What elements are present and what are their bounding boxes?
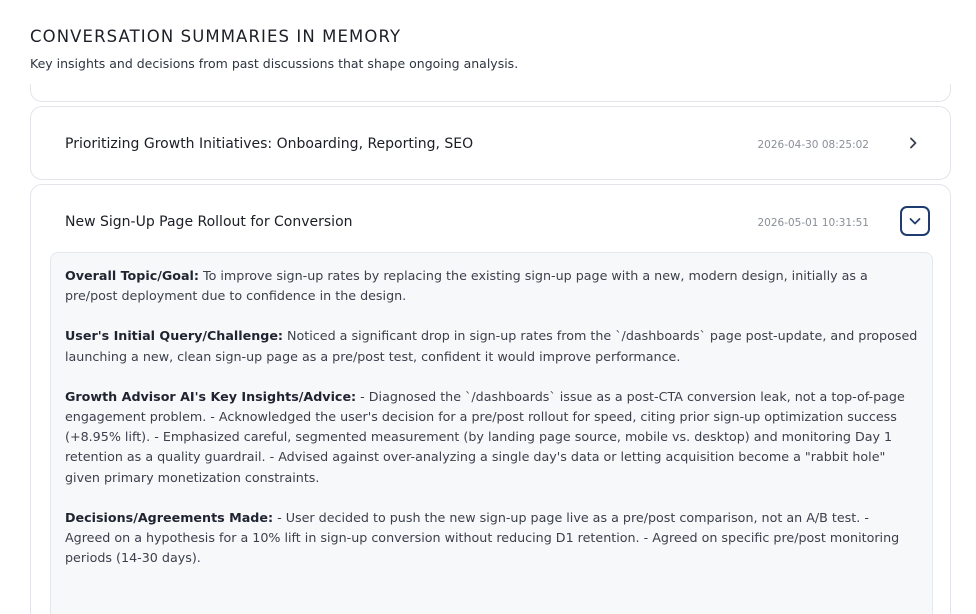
summary-paragraph xyxy=(65,266,918,306)
summary-content xyxy=(50,252,933,614)
summary-text: - User decided to push the new sign-up page live as a pre/post comparison, not an A/B test. - Agreed on a hypothesis for a 10% lift in sign-up conversion without reducing D1 retention. - Agreed on specific pre/post monitoring periods (14-30 days). xyxy=(65,509,900,566)
summary-card-title: Prioritizing Growth Initiatives: Onboarding, Reporting, SEO xyxy=(65,136,474,152)
summary-text: - Diagnosed the `/dashboards` issue as a post-CTA conversion leak, not a top-of-page engagement problem. - Acknowledged the user's decision for a pre/post rollout for speed, citing prior sign-up optimization success (+8.95% lift). - Emphasized careful, segmented measurement (by landing page source, mobile vs. desktop) and monitoring Day 1 retention as a quality guardrail. - Advised against over-analyzing a single day's data or letting acquisition become a "rabbit hole" given primary monetization constraints. xyxy=(65,388,905,485)
summary-paragraph xyxy=(65,326,918,366)
summary-card-partial[interactable] xyxy=(30,84,951,102)
summary-text: Noticed a significant drop in sign-up rates from the `/dashboards` page post-update, and proposed launching a new, clean sign-up page as a pre/post test, confident it would improve performance. xyxy=(65,328,918,364)
summary-text: To improve sign-up rates by replacing the existing sign-up page with a new, modern design, initially as a pre/post deployment due to confidence in the design. xyxy=(65,268,868,304)
chevron-right-icon[interactable] xyxy=(898,128,928,158)
summary-card-date: 2026-05-01 10:31:51 xyxy=(757,217,869,229)
header xyxy=(30,26,950,72)
summary-card[interactable] xyxy=(30,106,951,180)
summary-label: User's Initial Query/Challenge: xyxy=(65,328,283,344)
summary-label: Overall Topic/Goal: xyxy=(65,268,199,283)
page-title: CONVERSATION SUMMARIES IN MEMORY xyxy=(30,27,402,46)
chevron-down-icon[interactable] xyxy=(900,206,930,236)
summary-paragraph xyxy=(65,387,918,488)
summary-paragraph xyxy=(65,508,918,569)
summary-label: Decisions/Agreements Made: xyxy=(65,509,274,525)
summary-card-title: New Sign-Up Page Rollout for Conversion xyxy=(65,214,353,230)
summary-card-date: 2026-04-30 08:25:02 xyxy=(757,139,869,151)
page-subtitle: Key insights and decisions from past discussions that shape ongoing analysis. xyxy=(30,56,519,71)
summary-card-expanded[interactable] xyxy=(30,184,951,614)
summary-list[interactable] xyxy=(30,84,951,614)
summary-label: Growth Advisor AI's Key Insights/Advice: xyxy=(65,388,357,404)
